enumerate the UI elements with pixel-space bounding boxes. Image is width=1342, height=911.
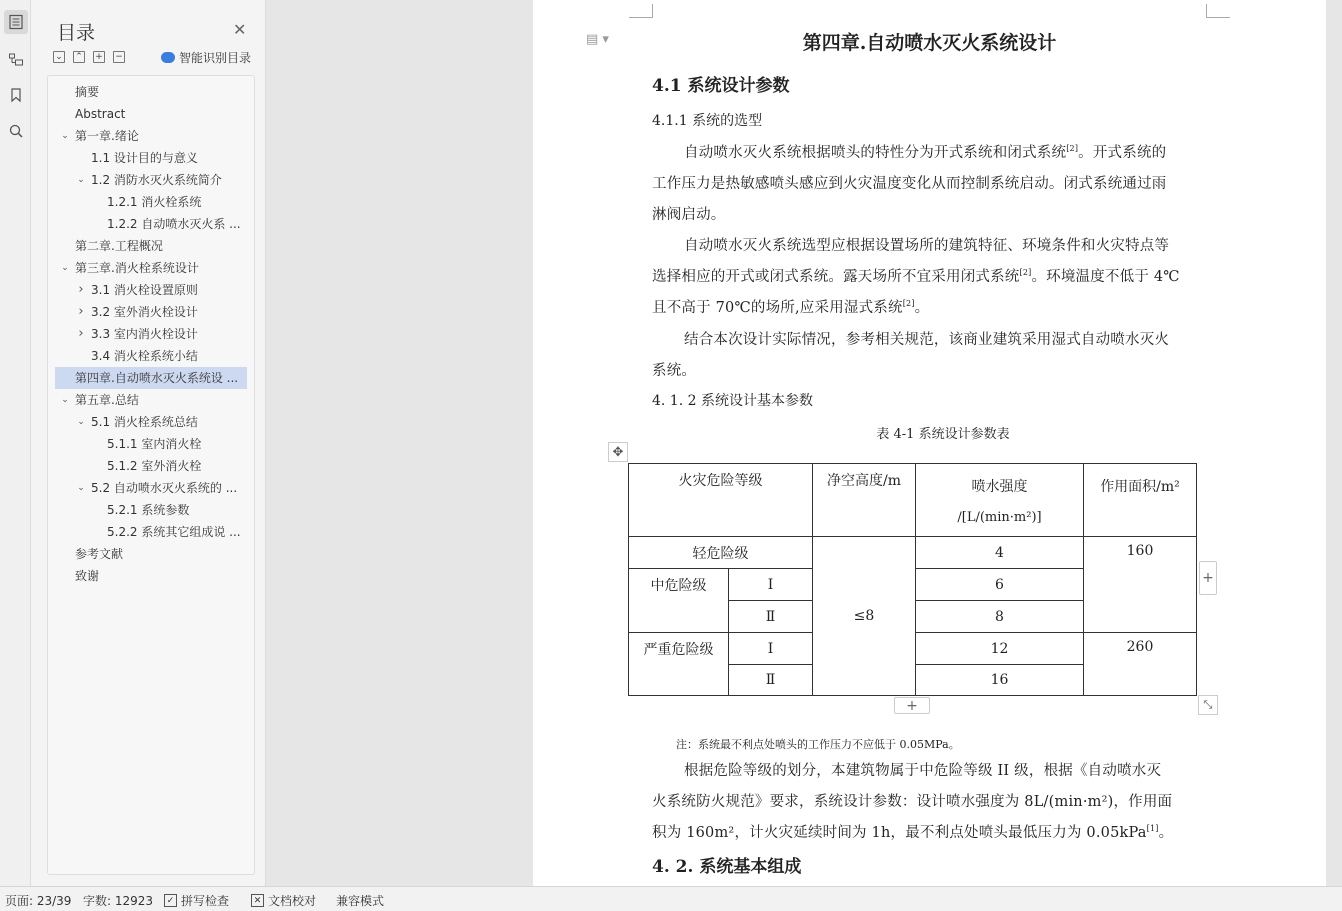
move-table-icon[interactable]: ✥	[608, 442, 628, 462]
paragraph-line: 火系统防火规范》要求，系统设计参数：设计喷水强度为 8L/(min·m²)，作用面	[652, 794, 1173, 810]
table-cell: Ⅱ	[728, 664, 813, 696]
toc-item[interactable]	[48, 213, 254, 235]
toc-item-label: 第二章.工程概况	[75, 239, 163, 253]
paragraph-line: 积为 160m²，计火灾延续时间为 1h，最不利点处喷头最低压力为 0.05kPa[1]。	[652, 824, 1174, 841]
chevron-right-icon[interactable]: ›	[78, 304, 84, 319]
toc-icon[interactable]	[4, 10, 28, 34]
toc-list	[47, 75, 255, 875]
paragraph-line: 选择相应的开式或闭式系统。露天场所不宜采用闭式系统[2]。环境温度不低于 4℃	[652, 268, 1180, 285]
add-column-button[interactable]: +	[1199, 561, 1217, 595]
table-header-cell: 作用面积/m²	[1083, 463, 1197, 537]
table-cell: 6	[915, 568, 1084, 601]
toc-item-label: 第一章.绪论	[75, 129, 139, 143]
toc-item-label: 1.1 设计目的与意义	[91, 151, 198, 165]
paragraph-line: 淋阀启动。	[652, 207, 726, 223]
table-cell: 8	[915, 600, 1084, 633]
toc-item[interactable]	[48, 191, 254, 213]
toc-item-label: 5.2 自动喷水灭火系统的 ...	[91, 481, 238, 495]
toc-item[interactable]	[48, 411, 254, 433]
toc-title: 目录	[57, 22, 96, 44]
toc-item-label: 第三章.消火栓系统设计	[75, 261, 199, 275]
table-note: 注：系统最不利点处喷头的工作压力不应低于 0.05MPa。	[676, 738, 960, 751]
vertical-scrollbar[interactable]	[1326, 0, 1342, 886]
paragraph-line: 结合本次设计实际情况，参考相关规范，该商业建筑采用湿式自动喷水灭火	[684, 332, 1170, 348]
table-cell: 16	[915, 664, 1084, 696]
chevron-down-icon[interactable]: ⌄	[77, 483, 85, 493]
collapse-all-icon[interactable]: ⌃	[73, 51, 85, 63]
paragraph-line: 且不高于 70℃的场所,应采用湿式系统[2]。	[652, 299, 930, 316]
toc-item[interactable]	[48, 125, 254, 147]
table-cell: 严重危险级	[628, 632, 729, 696]
toc-toolbar	[53, 49, 125, 65]
navigation-pane-icon[interactable]	[4, 47, 28, 71]
chevron-down-icon[interactable]: ⌄	[61, 263, 69, 273]
bookmark-icon[interactable]	[4, 83, 28, 107]
toc-item[interactable]	[48, 323, 254, 345]
toc-item[interactable]	[48, 169, 254, 191]
toc-item-label: 5.1 消火栓系统总结	[91, 415, 198, 429]
resize-table-icon[interactable]: ⤡	[1198, 695, 1218, 715]
parameter-table	[628, 463, 1197, 696]
toc-item[interactable]	[48, 521, 254, 543]
toc-item[interactable]	[48, 235, 254, 257]
toc-item[interactable]	[48, 455, 254, 477]
spell-check-button[interactable]: ✓ 拼写检查	[164, 892, 229, 909]
toc-item-label: 5.1.2 室外消火栓	[107, 459, 202, 473]
table-cell: 260	[1083, 632, 1197, 696]
chevron-down-icon[interactable]: ⌄	[61, 395, 69, 405]
section-heading-4-1: 4.1 系统设计参数	[652, 76, 790, 96]
table-cell: 4	[915, 536, 1084, 569]
cloud-icon	[161, 52, 175, 63]
table-cell: 12	[915, 632, 1084, 665]
table-cell: Ⅱ	[728, 600, 813, 633]
chapter-title: 第四章.自动喷水灭火系统设计	[802, 32, 1057, 54]
toc-item-label: 3.2 室外消火栓设计	[91, 305, 198, 319]
toc-item[interactable]	[48, 147, 254, 169]
toc-item[interactable]	[48, 543, 254, 565]
toc-item[interactable]	[48, 433, 254, 455]
document-icon[interactable]: ▤ ▾	[586, 32, 609, 47]
toc-item[interactable]	[48, 345, 254, 367]
toc-item-label: 1.2 消防水灭火系统简介	[91, 173, 222, 187]
table-header-cell: 火灾危险等级	[628, 463, 813, 537]
status-bar	[0, 886, 1342, 911]
toc-item-label: 5.1.1 室内消火栓	[107, 437, 202, 451]
toc-item[interactable]	[48, 499, 254, 521]
toc-item[interactable]	[48, 103, 254, 125]
check-icon: ✓	[164, 894, 177, 907]
add-heading-icon[interactable]: +	[93, 51, 105, 63]
expand-all-icon[interactable]: ⌄	[53, 51, 65, 63]
remove-heading-icon[interactable]: −	[113, 51, 125, 63]
paragraph-line: 自动喷水灭火系统选型应根据设置场所的建筑特征、环境条件和火灾特点等	[684, 238, 1170, 254]
subsection-heading-4-1-1: 4.1.1 系统的选型	[652, 113, 763, 129]
add-row-button[interactable]: +	[894, 697, 930, 714]
paragraph-line: 系统。	[652, 363, 697, 379]
toc-item-label: 致谢	[75, 569, 100, 583]
table-caption: 表 4-1 系统设计参数表	[876, 427, 1010, 442]
close-icon[interactable]: ✕	[233, 20, 247, 39]
left-rail	[0, 0, 31, 886]
chevron-down-icon[interactable]: ⌄	[61, 131, 69, 141]
toc-item-label: 第四章.自动喷水灭火系统设 ...	[75, 371, 239, 385]
paragraph-line: 根据危险等级的划分，本建筑物属于中危险等级 II 级，根据《自动喷水灭	[684, 763, 1162, 779]
toc-item-label: 1.2.2 自动喷水灭火系 ...	[107, 217, 241, 231]
toc-item[interactable]	[48, 565, 254, 587]
table-cell: 轻危险级	[628, 536, 813, 569]
toc-item[interactable]	[55, 367, 247, 389]
section-heading-4-2: 4. 2. 系统基本组成	[652, 857, 802, 877]
smart-toc-label: 智能识别目录	[179, 51, 252, 65]
toc-item[interactable]	[48, 81, 254, 103]
table-cell: Ⅰ	[728, 568, 813, 601]
table-cell: Ⅰ	[728, 632, 813, 665]
toc-panel	[31, 0, 266, 886]
chevron-down-icon[interactable]: ⌄	[77, 175, 85, 185]
table-cell: 中危险级	[628, 568, 729, 633]
table-cell: ≤8	[812, 536, 916, 696]
toc-item-label: Abstract	[75, 107, 126, 121]
paragraph-line: 工作压力是热敏感喷头感应到火灾温度变化从而控制系统启动。闭式系统通过雨	[652, 176, 1167, 192]
word-count[interactable]: 字数: 12923	[83, 894, 154, 908]
toc-item-label: 5.2.2 系统其它组成说 ...	[107, 525, 241, 539]
toc-item[interactable]	[48, 301, 254, 323]
toc-item-label: 5.2.1 系统参数	[107, 503, 190, 517]
toc-item-label: 3.3 室内消火栓设计	[91, 327, 198, 341]
table-cell: 160	[1083, 536, 1197, 633]
chevron-right-icon[interactable]: ›	[78, 282, 84, 297]
paragraph-line: 自动喷水灭火系统根据喷头的特性分为开式系统和闭式系统[2]。开式系统的	[684, 144, 1167, 161]
proofread-icon: ✕	[251, 894, 264, 907]
toc-item-label: 1.2.1 消火栓系统	[107, 195, 202, 209]
compat-mode-label: 兼容模式	[336, 894, 385, 908]
document-page[interactable]	[533, 0, 1326, 886]
table-header-cell: 净空高度/m	[812, 463, 916, 537]
toc-item-label: 3.4 消火栓系统小结	[91, 349, 198, 363]
toc-item[interactable]	[48, 279, 254, 301]
smart-toc-button[interactable]	[161, 49, 251, 66]
proofread-button[interactable]: ✕ 文档校对	[251, 892, 316, 909]
toc-item[interactable]	[48, 389, 254, 411]
page-indicator[interactable]: 页面: 23/39	[5, 894, 72, 908]
subsection-heading-4-1-2: 4. 1. 2 系统设计基本参数	[652, 393, 813, 409]
search-icon[interactable]	[4, 119, 28, 143]
table-header-cell: 喷水强度 /[L/(min·m²)]	[915, 463, 1084, 537]
chevron-down-icon[interactable]: ⌄	[77, 417, 85, 427]
chevron-right-icon[interactable]: ›	[78, 326, 84, 341]
toc-item-label: 参考文献	[75, 547, 124, 561]
toc-item-label: 3.1 消火栓设置原则	[91, 283, 198, 297]
toc-item[interactable]	[48, 257, 254, 279]
toc-item[interactable]	[48, 477, 254, 499]
toc-item-label: 摘要	[75, 85, 100, 99]
toc-item-label: 第五章.总结	[75, 393, 139, 407]
